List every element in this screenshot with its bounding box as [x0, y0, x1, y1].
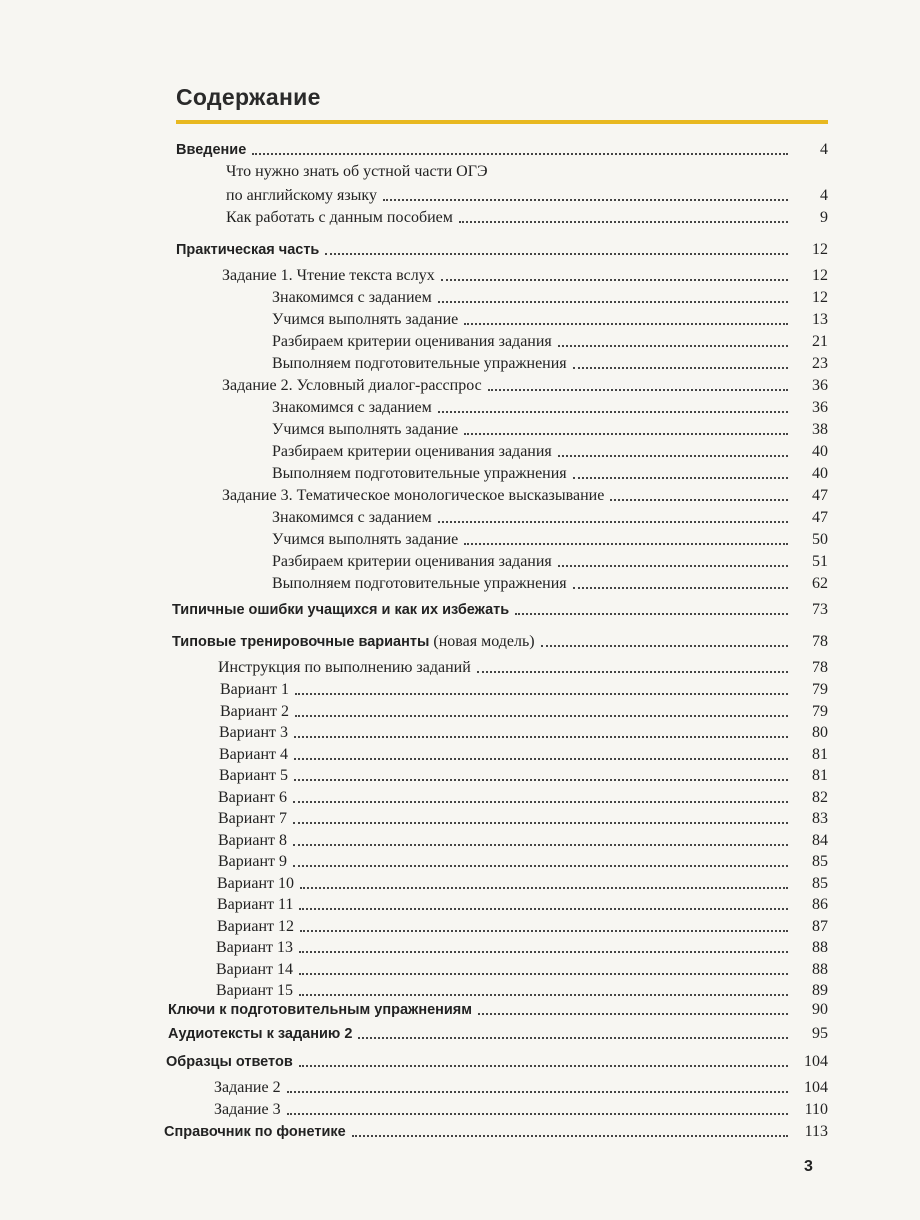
- toc-entry-variant[interactable]: [218, 829, 828, 851]
- toc-entry-label-bold: Типовые тренировочные варианты: [172, 634, 430, 650]
- dot-leader: [464, 323, 788, 325]
- dot-leader: [295, 693, 788, 695]
- toc-entry-page: 4: [820, 187, 828, 204]
- toc-entry-page: 110: [804, 1101, 828, 1118]
- dot-leader: [464, 433, 788, 435]
- toc-entry-practical[interactable]: [176, 238, 828, 260]
- toc-entry-label: Как работать с данным пособием: [226, 209, 453, 226]
- toc-entry-label: Знакомимся с заданием: [272, 509, 432, 526]
- toc-entry-label: Знакомимся с заданием: [272, 399, 432, 416]
- toc-entry-page: 73: [812, 601, 828, 618]
- dot-leader: [558, 565, 788, 567]
- toc-entry-page: 13: [812, 311, 828, 328]
- dot-leader: [287, 1091, 788, 1093]
- toc-entry-label: Разбираем критерии оценивания задания: [272, 443, 552, 460]
- dot-leader: [294, 736, 788, 738]
- toc-entry-label: Вариант 4: [219, 745, 288, 763]
- toc-entry-label: Задание 3: [214, 1101, 281, 1118]
- toc-entry-page: 12: [812, 267, 828, 284]
- toc-entry-label: Что нужно знать об устной части ОГЭ: [226, 163, 488, 180]
- toc-entry-variant[interactable]: [218, 850, 828, 872]
- toc-entry-label: Выполняем подготовительные упражнения: [272, 465, 567, 482]
- toc-entry-label: по английскому языку: [226, 187, 377, 204]
- toc-entry-label: Образцы ответов: [166, 1054, 293, 1070]
- toc-entry-variants[interactable]: [172, 630, 828, 652]
- dot-leader: [299, 994, 788, 996]
- dot-leader: [558, 345, 788, 347]
- dot-leader: [515, 613, 788, 615]
- dot-leader: [438, 301, 788, 303]
- toc-subentry[interactable]: [214, 1076, 828, 1098]
- toc-subentry[interactable]: [272, 528, 828, 550]
- dot-leader: [573, 477, 788, 479]
- toc-entry-label: Типичные ошибки учащихся и как их избежать: [172, 602, 510, 618]
- toc-entry-label: Инструкция по выполнению заданий: [218, 659, 471, 676]
- toc-entry-label: Вариант 8: [218, 831, 287, 849]
- toc-entry-page: 79: [812, 702, 828, 720]
- toc-entry-page: 47: [812, 487, 828, 504]
- toc-entry-page: 85: [812, 874, 828, 892]
- toc-entry-page: 78: [812, 633, 828, 650]
- toc-entry-variant[interactable]: [217, 872, 828, 894]
- toc-entry-page: 78: [812, 659, 828, 676]
- dot-leader: [252, 153, 788, 155]
- toc-entry-label: Задание 1. Чтение текста вслух: [222, 267, 435, 284]
- toc-entry-label: Ключи к подготовительным упражнениям: [168, 1002, 472, 1018]
- toc-entry-label: Вариант 2: [220, 702, 289, 720]
- dot-leader: [325, 253, 788, 255]
- toc-entry-page: 83: [812, 810, 828, 827]
- toc-entry-label: Вариант 9: [218, 853, 287, 870]
- toc-entry-variant[interactable]: [218, 807, 828, 829]
- dot-leader: [573, 367, 788, 369]
- dot-leader: [300, 930, 788, 932]
- dot-leader: [383, 199, 788, 201]
- toc-entry-label: Разбираем критерии оценивания задания: [272, 553, 552, 570]
- toc-entry-page: 36: [812, 399, 828, 416]
- toc-entry-page: 62: [812, 575, 828, 592]
- toc-entry-page: 38: [812, 421, 828, 438]
- toc-entry-page: 4: [820, 141, 828, 158]
- toc-entry-label: Вариант 3: [219, 724, 288, 741]
- toc-entry-label: Справочник по фонетике: [164, 1124, 346, 1140]
- dot-leader: [610, 499, 788, 501]
- toc-entry-label: Знакомимся с заданием: [272, 289, 432, 306]
- toc-entry-label: Вариант 10: [217, 874, 294, 892]
- dot-leader: [293, 844, 788, 846]
- toc-entry-label: Аудиотексты к заданию 2: [168, 1026, 353, 1042]
- toc-entry-label: Практическая часть: [176, 242, 320, 258]
- toc-entry-variant[interactable]: [216, 936, 828, 958]
- toc-subentry[interactable]: [272, 330, 828, 352]
- toc-entry-label-note: (новая модель): [433, 633, 535, 650]
- toc-entry-oge[interactable]: [226, 184, 828, 206]
- toc-subentry[interactable]: [272, 506, 828, 528]
- toc-entry-label: Учимся выполнять задание: [272, 421, 459, 438]
- toc-subentry[interactable]: [272, 462, 828, 484]
- toc-subentry[interactable]: [272, 550, 828, 572]
- dot-leader: [300, 887, 788, 889]
- toc-entry-label: Учимся выполнять задание: [272, 311, 459, 328]
- dot-leader: [488, 389, 788, 391]
- toc-entry-label: Разбираем критерии оценивания задания: [272, 333, 552, 350]
- toc-subentry[interactable]: [272, 308, 828, 330]
- toc-entry-page: 84: [812, 831, 828, 849]
- toc-entry-page: 82: [812, 788, 828, 806]
- toc-entry-page: 113: [804, 1123, 828, 1140]
- dot-leader: [478, 1013, 788, 1015]
- toc-entry-variant[interactable]: [219, 743, 828, 765]
- toc-entry-page: 40: [812, 465, 828, 482]
- toc-entry-page: 104: [804, 1079, 828, 1096]
- toc-entry-page: 12: [812, 241, 828, 258]
- toc-entry-label: Выполняем подготовительные упражнения: [272, 355, 567, 372]
- toc-entry-keys[interactable]: [168, 998, 828, 1020]
- dot-leader: [459, 221, 788, 223]
- toc-entry-page: 9: [820, 209, 828, 226]
- toc-entry-page: 81: [812, 745, 828, 763]
- toc-entry-label: Вариант 6: [218, 788, 287, 806]
- toc-entry-label: Задание 2. Условный диалог-расспрос: [222, 377, 482, 394]
- dot-leader: [299, 1065, 788, 1067]
- toc-subentry[interactable]: [214, 1098, 828, 1120]
- toc-entry-page: 36: [812, 377, 828, 394]
- toc-entry-task2[interactable]: [222, 374, 828, 396]
- dot-leader: [294, 758, 788, 760]
- dot-leader: [352, 1135, 788, 1137]
- title-underline: [176, 120, 828, 124]
- toc-entry-page: 95: [812, 1025, 828, 1042]
- toc-entry-how-to[interactable]: [226, 206, 828, 228]
- toc-entry-errors[interactable]: [172, 598, 828, 620]
- toc-subentry[interactable]: [272, 286, 828, 308]
- toc-entry-intro[interactable]: [176, 138, 828, 160]
- toc-entry-label: Вариант 12: [217, 917, 294, 935]
- dot-leader: [299, 973, 788, 975]
- toc-entry-variant[interactable]: [220, 678, 828, 700]
- toc-entry-label: Задание 3. Тематическое монологическое высказывание: [222, 487, 605, 504]
- toc-entry-variant[interactable]: [219, 721, 828, 743]
- toc-entry-variant[interactable]: [218, 786, 828, 808]
- toc-entry-page: 23: [812, 355, 828, 372]
- toc-subentry[interactable]: [272, 352, 828, 374]
- toc-entry-page: 90: [812, 1001, 828, 1018]
- toc-subentry[interactable]: [272, 572, 828, 594]
- toc-entry-label: Вариант 15: [216, 982, 293, 999]
- toc-entry-phonetics[interactable]: [164, 1120, 828, 1142]
- toc-entry-page: 85: [812, 853, 828, 870]
- dot-leader: [464, 543, 788, 545]
- page-number: 3: [804, 1158, 813, 1175]
- dot-leader: [438, 521, 788, 523]
- toc-subentry[interactable]: [272, 440, 828, 462]
- toc-entry-page: 81: [812, 767, 828, 784]
- dot-leader: [477, 671, 788, 673]
- dot-leader: [295, 715, 788, 717]
- toc-entry-label: Введение: [176, 142, 247, 158]
- dot-leader: [294, 779, 788, 781]
- toc-entry-label: Вариант 14: [216, 960, 293, 978]
- toc-entry-variant[interactable]: [219, 764, 828, 786]
- toc-entry-label: [172, 632, 541, 652]
- toc-entry-label: Вариант 13: [216, 939, 293, 956]
- toc-subentry[interactable]: [272, 418, 828, 440]
- dot-leader: [293, 801, 788, 803]
- toc-entry-instructions[interactable]: [218, 656, 828, 678]
- toc-entry-variant[interactable]: [217, 893, 828, 915]
- dot-leader: [358, 1037, 788, 1039]
- toc-entry-page: 50: [812, 531, 828, 548]
- toc-entry-page: 104: [804, 1053, 828, 1070]
- dot-leader: [287, 1113, 788, 1115]
- toc-entry-page: 40: [812, 443, 828, 460]
- dot-leader: [541, 645, 788, 647]
- toc-entry-page: 51: [812, 553, 828, 570]
- dot-leader: [441, 279, 788, 281]
- toc-entry-audio[interactable]: [168, 1022, 828, 1044]
- toc-entry-task3[interactable]: [222, 484, 828, 506]
- toc-entry-page: 87: [812, 917, 828, 935]
- toc-entry-label: Вариант 7: [218, 810, 287, 827]
- toc-entry-task1[interactable]: [222, 264, 828, 286]
- toc-entry-page: 47: [812, 509, 828, 526]
- dot-leader: [293, 865, 788, 867]
- toc-entry-page: 88: [812, 939, 828, 956]
- toc-entry-page: 12: [812, 289, 828, 306]
- dot-leader: [293, 822, 788, 824]
- page-title: Содержание: [176, 84, 321, 110]
- dot-leader: [438, 411, 788, 413]
- dot-leader: [299, 951, 788, 953]
- toc-entry-label: Вариант 1: [220, 681, 289, 698]
- toc-entry-label: Вариант 11: [217, 896, 294, 913]
- toc-entry-page: 80: [812, 724, 828, 741]
- dot-leader: [299, 908, 788, 910]
- toc-subentry[interactable]: [272, 396, 828, 418]
- toc-entry-page: 88: [812, 960, 828, 978]
- toc-entry-label: Учимся выполнять задание: [272, 531, 459, 548]
- toc-entry-variant[interactable]: [220, 700, 828, 722]
- toc-entry-page: 79: [812, 681, 828, 698]
- toc-entry-page: 21: [812, 333, 828, 350]
- toc-entry-variant[interactable]: [217, 915, 828, 937]
- toc-entry-samples[interactable]: [166, 1050, 828, 1072]
- toc-entry-label: Задание 2: [214, 1079, 281, 1096]
- toc-entry-label: Выполняем подготовительные упражнения: [272, 575, 567, 592]
- toc-entry-variant[interactable]: [216, 958, 828, 980]
- dot-leader: [573, 587, 788, 589]
- toc-entry-page: 89: [812, 982, 828, 999]
- dot-leader: [558, 455, 788, 457]
- toc-entry-page: 86: [812, 896, 828, 913]
- toc-entry-label: Вариант 5: [219, 767, 288, 784]
